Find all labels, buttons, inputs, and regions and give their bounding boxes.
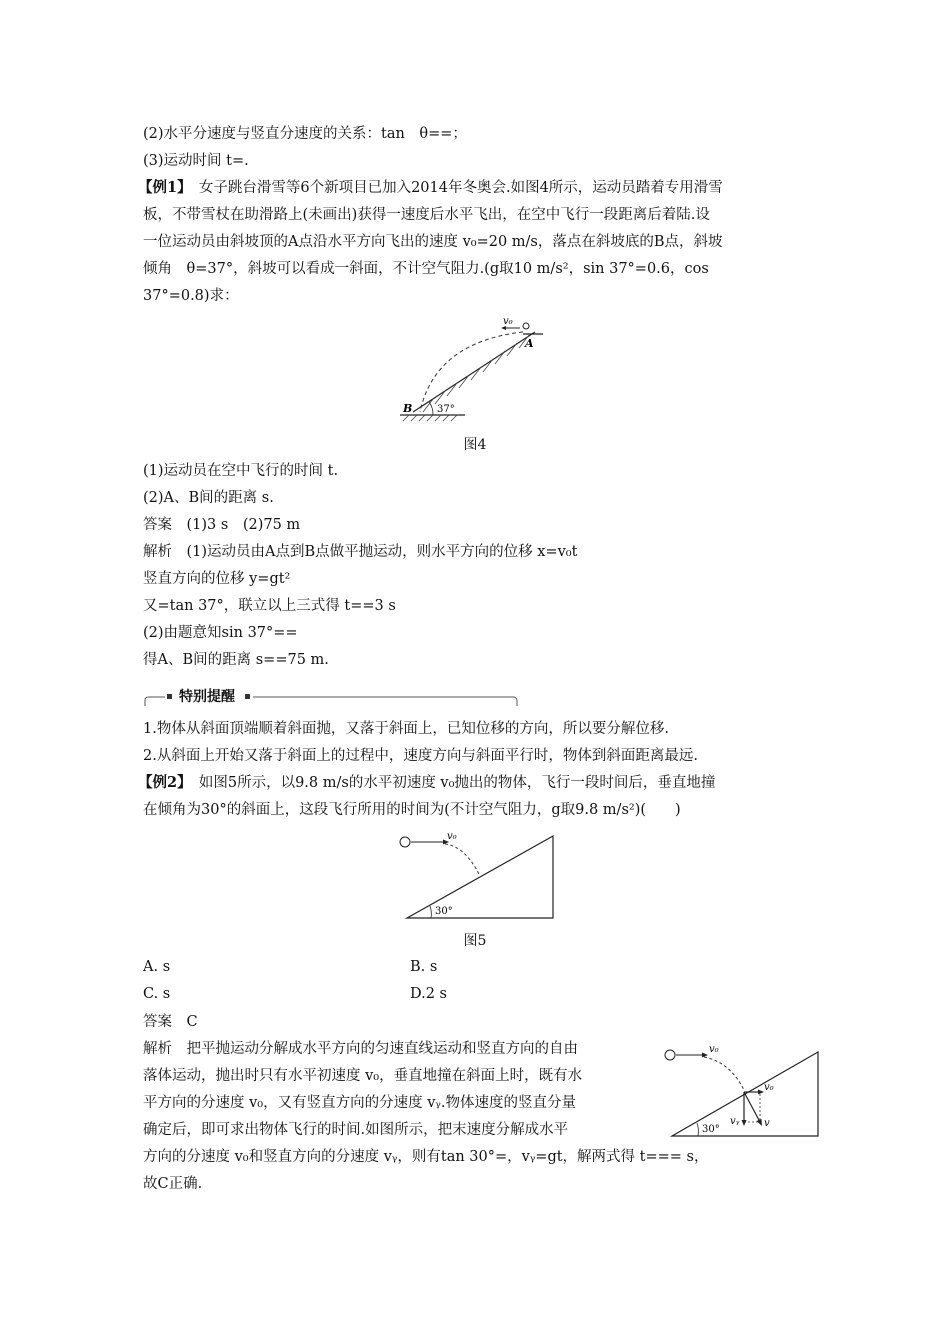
solution-2-line3: 平方向的分速度 v₀，又有竖直方向的分速度 vᵧ.物体速度的竖直分量 <box>143 1095 576 1111</box>
solution-1-line4: (2)由题意知sin 37°== <box>143 625 298 641</box>
trajectory-curve <box>704 1057 744 1090</box>
label-b: B <box>403 402 413 415</box>
question-1: (1)运动员在空中飞行的时间 t. <box>143 463 339 479</box>
solution-2-line4: 确定后，即可求出物体飞行的时间.如图所示，把末速度分解成水平 <box>143 1122 569 1138</box>
label-angle: 30° <box>702 1124 720 1135</box>
example1-line2: 板，不带雪杖在助滑路上(未画出)获得一速度后水平飞出，在空中飞行一段距离后着陆.设 <box>143 207 710 223</box>
skier-head <box>523 323 529 329</box>
label-v0: v₀ <box>503 316 513 327</box>
trajectory-curve <box>445 844 480 876</box>
example1-label: 【例1】 <box>138 179 185 196</box>
line-time: (3)运动时间 t=. <box>143 153 249 169</box>
example2-line2: 在倾角为30°的斜面上，这段飞行所用的时间为(不计空气阻力，g取9.8 m/s²)( ) <box>143 802 681 818</box>
label-angle: 30° <box>435 906 453 917</box>
solution-1-line2: 竖直方向的位移 y=gt² <box>143 571 291 587</box>
label-v0: v₀ <box>447 831 457 842</box>
ball <box>665 1050 675 1060</box>
label-v0-top: v₀ <box>709 1044 719 1055</box>
solution-1-line1: 解析 (1)运动员由A点到B点做平抛运动，则水平方向的位移 x=v₀t <box>143 544 578 560</box>
angle-arc <box>697 1123 698 1136</box>
tip-line2: 2.从斜面上开始又落于斜面上的过程中，速度方向与斜面平行时，物体到斜面距离最远. <box>143 748 698 764</box>
answer-1: 答案 (1)3 s (2)75 m <box>143 517 301 533</box>
solution-2-line1: 解析 把平抛运动分解成水平方向的匀速直线运动和竖直方向的自由 <box>143 1041 578 1057</box>
solution-1-line3: 又=tan 37°，联立以上三式得 t==3 s <box>143 598 396 614</box>
solution-1-line5: 得A、B间的距离 s==75 m. <box>143 652 329 668</box>
figure-5-diagram <box>395 830 560 922</box>
figure-4-caption: 图4 <box>463 437 487 453</box>
ball <box>400 837 410 847</box>
label-vy: vᵧ <box>730 1116 740 1127</box>
solution-2-line5: 方向的分速度 v₀和竖直方向的分速度 vᵧ，则有tan 30°=，vᵧ=gt，解两式得 t=== s， <box>143 1149 709 1165</box>
angle-arc <box>430 906 431 918</box>
example1-line3: 一位运动员由斜坡顶的A点沿水平方向飞出的速度 v₀=20 m/s，落点在斜坡底的B点，斜坡 <box>143 234 723 250</box>
example1-line4: 倾角 θ=37°，斜坡可以看成一斜面，不计空气阻力.(g取10 m/s²，sin 37°=0.6，cos <box>143 261 709 277</box>
line-relation: (2)水平分速度与竖直分速度的关系：tan θ==； <box>143 126 467 142</box>
option-b: B. s <box>410 959 438 975</box>
example1-text: 女子跳台滑雪等6个新项目已加入2014年冬奥会.如图4所示，运动员踏着专用滑雪 <box>184 180 723 196</box>
vy-arrowhead <box>742 1120 747 1126</box>
option-c: C. s <box>143 986 171 1002</box>
incline-triangle <box>407 836 553 918</box>
example2-line1 <box>138 773 715 793</box>
figure-4-diagram <box>395 312 545 427</box>
solution-diagram <box>660 1040 825 1140</box>
v-vector <box>744 1092 760 1122</box>
ground-hatching <box>403 415 457 421</box>
question-2: (2)A、B间的距离 s. <box>143 490 274 506</box>
option-d: D.2 s <box>410 986 447 1002</box>
solution-2-line2: 落体运动，抛出时只有水平初速度 v₀，垂直地撞在斜面上时，既有水 <box>143 1068 583 1084</box>
label-angle: 37° <box>437 404 455 415</box>
example2-text: 如图5所示，以9.8 m/s的水平初速度 v₀抛出的物体，飞行一段时间后，垂直地撞 <box>184 775 716 791</box>
figure-5-caption: 图5 <box>463 933 487 949</box>
trajectory-curve <box>420 332 523 412</box>
label-v0-side: v₀ <box>764 1082 774 1093</box>
option-a: A. s <box>143 959 171 975</box>
label-v: v <box>764 1118 770 1129</box>
example1-line1 <box>138 178 723 198</box>
v-arrowhead <box>757 1119 763 1126</box>
solution-2-line6: 故C正确. <box>143 1176 203 1192</box>
example1-line5: 37°=0.8)求： <box>143 288 239 304</box>
tip-header <box>143 688 519 708</box>
tip-line1: 1.物体从斜面顶端顺着斜面抛，又落于斜面上，已知位移的方向，所以要分解位移. <box>143 721 669 737</box>
tip-title: 特别提醒 <box>173 688 241 706</box>
example2-label: 【例2】 <box>138 774 185 791</box>
label-a: A <box>525 337 534 350</box>
answer-2: 答案 C <box>143 1014 198 1030</box>
